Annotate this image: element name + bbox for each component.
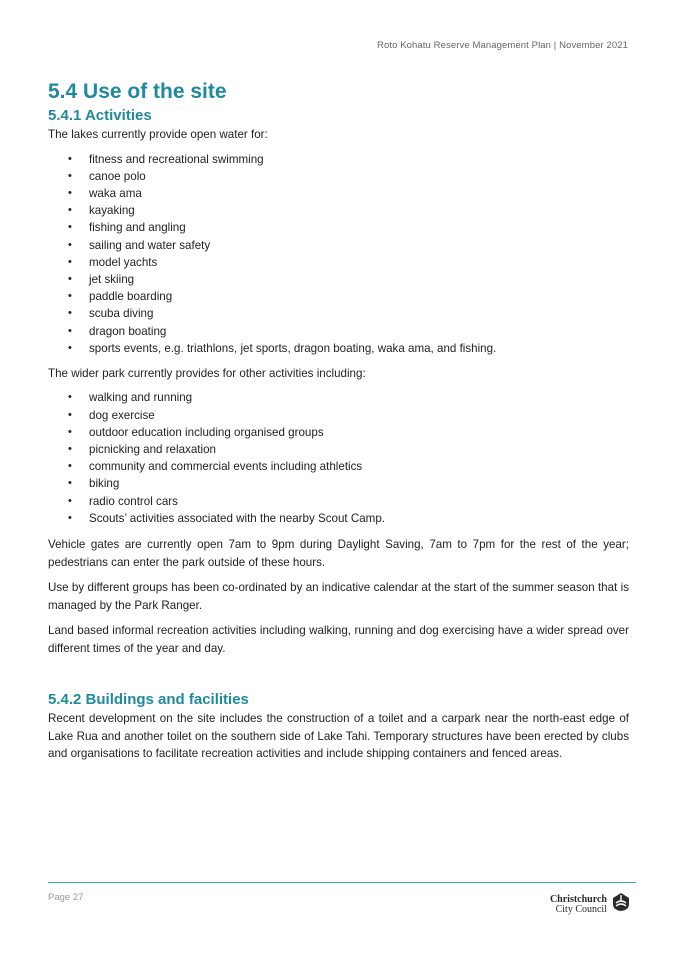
footer-rule — [48, 882, 636, 883]
list-item — [48, 151, 629, 168]
list-item — [48, 288, 629, 305]
list-item-text: dragon boating — [89, 324, 167, 338]
bullet-icon: • — [68, 391, 72, 404]
bullet-icon: • — [68, 272, 72, 285]
bullet-icon: • — [68, 238, 72, 251]
section-title: 5.4 Use of the site — [48, 80, 227, 103]
bullet-icon: • — [68, 494, 72, 507]
bullet-icon: • — [68, 204, 72, 217]
list-item-text: community and commercial events including athletics — [89, 460, 363, 474]
activities-intro: The lakes currently provide open water for: — [48, 128, 268, 141]
list-item — [48, 475, 629, 492]
bullet-icon: • — [68, 425, 72, 438]
logo-wordmark — [550, 895, 607, 915]
council-logo — [550, 892, 631, 917]
list-item — [48, 185, 629, 202]
logo-line-2: City Council — [555, 903, 607, 915]
list-item — [48, 254, 629, 271]
list-item-text: outdoor education including organised groups — [89, 425, 324, 439]
list-item-text: kayaking — [89, 204, 135, 218]
list-item — [48, 202, 629, 219]
bullet-icon: • — [68, 341, 72, 354]
list-item-text: model yachts — [89, 255, 158, 269]
list-item-text: fitness and recreational swimming — [89, 152, 264, 166]
list-item-text: canoe polo — [89, 169, 146, 183]
bullet-icon: • — [68, 255, 72, 268]
list-item — [48, 323, 629, 340]
list-item — [48, 424, 629, 441]
bullet-icon: • — [68, 186, 72, 199]
bullet-icon: • — [68, 169, 72, 182]
land-paragraph: Land based informal recreation activities including walking, running and dog exercising have a wider spread over different times of the year and day. — [48, 624, 629, 655]
list-item — [48, 389, 629, 406]
list-item — [48, 340, 629, 357]
list-item-text: Scouts’ activities associated with the nearby Scout Camp. — [89, 511, 385, 525]
logo-line-1: Christchurch — [549, 893, 607, 905]
bullet-icon: • — [68, 408, 72, 421]
list-item-text: waka ama — [89, 186, 142, 200]
groups-paragraph: Use by different groups has been co-ordinated by an indicative calendar at the start of the summer season that is managed by the Park Ranger. — [48, 581, 629, 612]
list-item — [48, 168, 629, 185]
list-item — [48, 458, 629, 475]
running-header: Roto Kohatu Reserve Management Plan | November 2021 — [376, 40, 628, 51]
list-item-text: biking — [89, 477, 120, 491]
christchurch-council-logo-icon — [611, 892, 631, 917]
bullet-icon: • — [68, 152, 72, 165]
list-item-text: jet skiing — [89, 272, 135, 286]
list-item — [48, 493, 629, 510]
list-item — [48, 510, 629, 527]
list-item — [48, 219, 629, 236]
bullet-icon: • — [68, 477, 72, 490]
buildings-paragraph: Recent development on the site includes the construction of a toilet and a carpark near the north-east edge of Lake Rua and another toilet on the southern side of Lake Tahi. Temporary structures have been erected by clubs and organisations to facilitate recreation activities and include shipping containers and fenced areas. — [48, 712, 629, 761]
list-item-text: walking and running — [89, 391, 193, 405]
bullet-icon: • — [68, 443, 72, 456]
list-item — [48, 237, 629, 254]
list-item-text: picnicking and relaxation — [89, 443, 216, 457]
list-item-text: sports events, e.g. triathlons, jet sports, dragon boating, waka ama, and fishing. — [89, 341, 497, 355]
buildings-heading: 5.4.2 Buildings and facilities — [48, 691, 249, 709]
list-item — [48, 441, 629, 458]
bullet-icon: • — [68, 511, 72, 524]
list-item-text: fishing and angling — [89, 221, 186, 235]
list-item — [48, 407, 629, 424]
page-number: Page 27 — [48, 892, 84, 903]
water-activities-list — [48, 151, 629, 357]
list-item-text: dog exercise — [89, 408, 155, 422]
bullet-icon: • — [68, 324, 72, 337]
list-item-text: sailing and water safety — [89, 238, 211, 252]
list-item — [48, 271, 629, 288]
list-item — [48, 305, 629, 322]
bullet-icon: • — [68, 221, 72, 234]
list-item-text: scuba diving — [89, 307, 154, 321]
list-item-text: radio control cars — [89, 494, 178, 508]
page-content — [48, 78, 629, 763]
bullet-icon: • — [68, 307, 72, 320]
bullet-icon: • — [68, 290, 72, 303]
bullet-icon: • — [68, 460, 72, 473]
gates-paragraph: Vehicle gates are currently open 7am to 9pm during Daylight Saving, 7am to 7pm for the rest of the year; pedestrians can enter the park outside of these hours. — [48, 538, 629, 569]
activities-heading: 5.4.1 Activities — [48, 107, 152, 124]
park-activities-list — [48, 389, 629, 527]
park-intro: The wider park currently provides for other activities including: — [48, 366, 366, 380]
list-item-text: paddle boarding — [89, 290, 173, 304]
